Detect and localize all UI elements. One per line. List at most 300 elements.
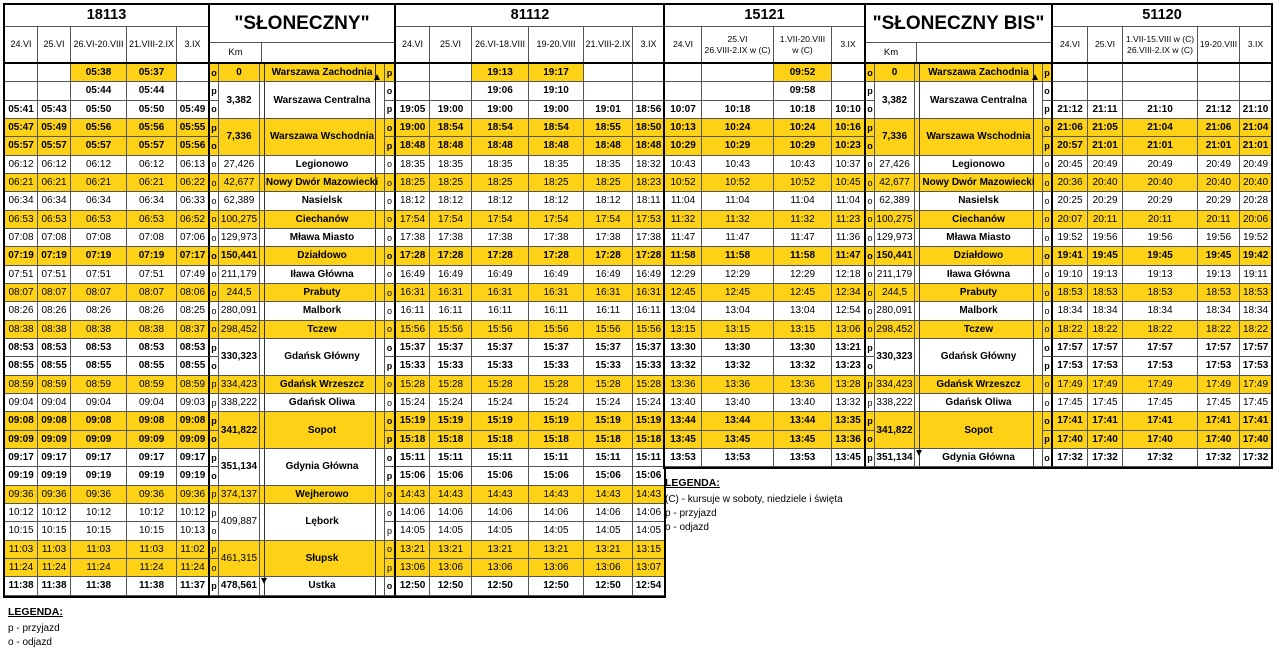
time-cell: 08:55 (5, 357, 38, 375)
station-cell: Prabuty (260, 284, 385, 302)
time-cell: 09:03 (177, 394, 208, 412)
time-cell: 14:43 (430, 486, 472, 504)
station-cell: Gdańsk Oliwa (260, 394, 385, 412)
time-cell: 17:28 (633, 247, 664, 265)
arrival-departure-marker: p (385, 137, 396, 155)
time-cell: 17:41 (1088, 412, 1123, 430)
time-cell: 18:11 (633, 192, 664, 210)
time-cell: 16:31 (633, 284, 664, 302)
arrival-departure-marker: p (208, 504, 219, 522)
time-cell (584, 82, 633, 100)
date-column-line: 21.VIII-2.IX (585, 39, 631, 49)
outbound-times (5, 284, 219, 302)
time-cell: 15:24 (633, 394, 664, 412)
time-cell: 06:34 (5, 192, 38, 210)
return-times (1043, 412, 1271, 449)
time-cell: 05:43 (38, 101, 71, 119)
time-cell: 05:44 (127, 82, 177, 100)
time-cell: 15:28 (430, 376, 472, 394)
time-cell (1198, 82, 1240, 100)
time-line (665, 137, 875, 155)
time-cell: 15:24 (584, 394, 633, 412)
time-cell: 19:45 (1198, 247, 1240, 265)
arrival-departure-marker: p (1043, 431, 1053, 449)
time-cell: 15:33 (472, 357, 529, 375)
time-cell (430, 82, 472, 100)
time-cell: 07:19 (71, 247, 127, 265)
outbound-times (665, 229, 875, 247)
date-column-line: 25.VI (1094, 39, 1116, 49)
time-cell: 18:50 (633, 119, 664, 137)
station-cell: Lębork (260, 504, 385, 541)
time-cell: 19:00 (529, 101, 584, 119)
time-cell: 12:50 (396, 577, 430, 595)
time-cell: 15:37 (584, 339, 633, 357)
arrival-departure-marker: o (1043, 412, 1053, 430)
station-cell: Warszawa Zachodnia (915, 64, 1043, 82)
time-cell (1088, 64, 1123, 82)
station-cell: Sopot (260, 412, 385, 449)
outbound-times (5, 321, 219, 339)
time-cell: 11:04 (832, 192, 864, 210)
date-column-header (472, 27, 529, 62)
time-cell (1198, 64, 1240, 82)
arrival-departure-marker: o (208, 211, 219, 229)
time-cell: 08:55 (71, 357, 127, 375)
time-cell: 14:43 (584, 486, 633, 504)
time-cell: 13:21 (430, 541, 472, 559)
time-cell: 13:04 (702, 302, 774, 320)
time-cell: 18:53 (1198, 284, 1240, 302)
arrival-departure-marker: p (1043, 357, 1053, 375)
time-line (665, 119, 875, 137)
km-cell: 338,222 (875, 394, 915, 412)
outbound-times (5, 82, 219, 119)
km-cell: 244,5 (875, 284, 915, 302)
time-line (5, 229, 219, 247)
time-cell: 17:28 (529, 247, 584, 265)
time-cell: 18:48 (430, 137, 472, 155)
time-cell: 13:36 (832, 431, 864, 449)
time-cell: 15:24 (529, 394, 584, 412)
time-cell: 11:32 (665, 211, 702, 229)
return-times (1043, 321, 1271, 339)
time-cell: 16:49 (633, 266, 664, 284)
time-cell: 14:43 (633, 486, 664, 504)
time-cell (177, 82, 208, 100)
time-cell: 19:42 (1240, 247, 1271, 265)
time-cell: 18:12 (396, 192, 430, 210)
time-line (1043, 431, 1271, 449)
km-cell: 100,275 (219, 211, 260, 229)
time-cell: 12:50 (430, 577, 472, 595)
time-cell: 14:05 (472, 522, 529, 540)
time-line (385, 449, 664, 467)
time-cell: 07:08 (127, 229, 177, 247)
station-cell: Gdańsk Oliwa (915, 394, 1043, 412)
direction-down-arrow (261, 578, 267, 584)
time-cell (1123, 82, 1198, 100)
time-cell: 18:12 (430, 192, 472, 210)
time-cell: 10:52 (665, 174, 702, 192)
arrival-departure-marker: o (385, 82, 396, 100)
station-cell: Mława Miasto (260, 229, 385, 247)
time-line (665, 174, 875, 192)
arrival-departure-marker: o (208, 302, 219, 320)
arrival-departure-marker: o (385, 339, 396, 357)
date-column-line: 24.VI (672, 39, 694, 49)
arrival-departure-marker: p (208, 394, 219, 412)
outbound-times (5, 64, 219, 82)
outbound-times (665, 302, 875, 320)
time-line (5, 174, 219, 192)
train-number: 15121 (665, 5, 864, 27)
return-times (385, 504, 664, 541)
time-cell: 06:13 (177, 156, 208, 174)
time-line (1043, 247, 1271, 265)
arrival-departure-marker: o (864, 321, 875, 339)
time-cell: 11:32 (774, 211, 832, 229)
time-cell: 18:54 (529, 119, 584, 137)
time-cell: 17:49 (1198, 376, 1240, 394)
time-line (385, 577, 664, 595)
time-cell: 16:31 (472, 284, 529, 302)
time-cell: 17:49 (1053, 376, 1088, 394)
arrival-departure-marker: o (1043, 174, 1053, 192)
time-cell: 20:45 (1053, 156, 1088, 174)
arrival-departure-marker: p (208, 541, 219, 559)
time-cell: 13:07 (633, 559, 664, 577)
time-cell: 17:32 (1088, 449, 1123, 467)
outbound-times (5, 339, 219, 376)
time-cell: 12:29 (774, 266, 832, 284)
time-cell: 10:24 (774, 119, 832, 137)
outbound-times (5, 394, 219, 412)
arrival-departure-marker: p (864, 82, 875, 100)
station-row (5, 174, 664, 192)
time-cell: 05:50 (71, 101, 127, 119)
time-cell: 21:12 (1198, 101, 1240, 119)
time-cell: 13:45 (665, 431, 702, 449)
time-cell: 18:23 (633, 174, 664, 192)
time-cell: 09:19 (127, 467, 177, 485)
time-cell: 10:24 (702, 119, 774, 137)
time-cell: 16:49 (529, 266, 584, 284)
train-section-header (665, 5, 864, 62)
km-header-row (210, 42, 394, 62)
time-cell: 17:28 (472, 247, 529, 265)
date-column-line: w (C) (792, 44, 813, 55)
time-cell: 21:06 (1198, 119, 1240, 137)
station-row (665, 64, 1271, 82)
station-cell: Iława Główna (260, 266, 385, 284)
time-cell: 16:49 (396, 266, 430, 284)
time-line (5, 101, 219, 119)
time-cell: 09:17 (71, 449, 127, 467)
time-cell: 17:40 (1123, 431, 1198, 449)
time-line (665, 357, 875, 375)
arrival-departure-marker: o (385, 577, 396, 595)
time-cell: 06:33 (177, 192, 208, 210)
time-line (385, 541, 664, 559)
return-times (385, 302, 664, 320)
time-line (385, 302, 664, 320)
time-cell: 21:06 (1053, 119, 1088, 137)
km-cell: 244,5 (219, 284, 260, 302)
time-cell: 18:25 (472, 174, 529, 192)
date-column-line: 1.VII-20.VIII (779, 33, 826, 44)
time-cell: 13:06 (472, 559, 529, 577)
time-cell: 09:04 (5, 394, 38, 412)
station-row (665, 211, 1271, 229)
time-cell: 06:12 (5, 156, 38, 174)
time-cell: 06:21 (127, 174, 177, 192)
time-cell: 10:29 (702, 137, 774, 155)
time-cell: 14:43 (472, 486, 529, 504)
time-cell: 17:41 (1053, 412, 1088, 430)
legend-title: LEGENDA: (665, 477, 720, 489)
time-cell: 11:38 (5, 577, 38, 595)
arrival-departure-marker: o (864, 284, 875, 302)
time-cell: 11:03 (71, 541, 127, 559)
arrival-departure-marker: o (385, 229, 396, 247)
time-cell (1123, 64, 1198, 82)
time-cell: 06:34 (71, 192, 127, 210)
time-line (665, 82, 875, 100)
time-cell: 17:57 (1053, 339, 1088, 357)
return-times (385, 119, 664, 156)
time-line (385, 431, 664, 449)
outbound-times (665, 339, 875, 376)
time-line (665, 321, 875, 339)
time-cell: 10:52 (702, 174, 774, 192)
time-cell: 21:05 (1088, 119, 1123, 137)
station-row (5, 376, 664, 394)
time-line (1043, 321, 1271, 339)
km-cell: 3,382 (875, 82, 915, 119)
arrival-departure-marker: p (208, 486, 219, 504)
km-cell: 0 (219, 64, 260, 82)
time-cell: 15:06 (584, 467, 633, 485)
time-line (665, 101, 875, 119)
arrival-departure-marker: p (208, 577, 219, 595)
time-cell (1240, 64, 1271, 82)
time-cell: 11:03 (5, 541, 38, 559)
time-cell: 06:21 (71, 174, 127, 192)
station-row (5, 156, 664, 174)
arrival-departure-marker: o (1043, 302, 1053, 320)
table-header (665, 5, 1271, 64)
return-times (385, 247, 664, 265)
time-cell: 11:24 (5, 559, 38, 577)
time-cell: 13:44 (665, 412, 702, 430)
station-cell: Ciechanów (260, 211, 385, 229)
time-line (385, 559, 664, 577)
arrival-departure-marker: o (208, 522, 219, 540)
time-cell: 11:04 (774, 192, 832, 210)
time-cell: 13:30 (702, 339, 774, 357)
outbound-times (665, 174, 875, 192)
km-cell: 27,426 (219, 156, 260, 174)
time-cell: 05:57 (71, 137, 127, 155)
time-cell: 10:15 (38, 522, 71, 540)
time-cell: 10:45 (832, 174, 864, 192)
return-times (385, 284, 664, 302)
legend-right (665, 477, 843, 535)
time-cell: 13:21 (584, 541, 633, 559)
time-line (385, 357, 664, 375)
time-cell: 16:49 (430, 266, 472, 284)
arrival-departure-marker: o (1043, 339, 1053, 357)
time-cell: 05:56 (177, 137, 208, 155)
time-cell (38, 64, 71, 82)
station-row (665, 394, 1271, 412)
station-cell: Malbork (915, 302, 1043, 320)
time-line (1043, 119, 1271, 137)
date-column-line: 25.VI (43, 39, 65, 49)
outbound-times (665, 412, 875, 449)
time-cell: 13:40 (774, 394, 832, 412)
time-cell: 09:08 (5, 412, 38, 430)
station-row (5, 284, 664, 302)
time-cell: 08:38 (127, 321, 177, 339)
arrival-departure-marker: o (864, 64, 875, 82)
time-cell: 10:15 (71, 522, 127, 540)
time-cell: 16:11 (633, 302, 664, 320)
arrival-departure-marker: o (208, 357, 219, 375)
time-cell: 18:53 (1088, 284, 1123, 302)
km-cell: 129,973 (875, 229, 915, 247)
return-times (1043, 449, 1271, 467)
date-header-row (5, 27, 208, 62)
time-cell: 09:08 (127, 412, 177, 430)
return-times (385, 174, 664, 192)
arrival-departure-marker: o (385, 394, 396, 412)
time-cell: 15:19 (633, 412, 664, 430)
time-cell: 12:54 (832, 302, 864, 320)
km-cell: 100,275 (875, 211, 915, 229)
time-cell: 17:32 (1123, 449, 1198, 467)
time-cell: 13:53 (774, 449, 832, 467)
km-cell: 42,677 (875, 174, 915, 192)
station-row (665, 174, 1271, 192)
return-times (385, 449, 664, 486)
time-cell: 14:43 (529, 486, 584, 504)
time-cell: 13:21 (832, 339, 864, 357)
station-cell: Gdańsk Wrzeszcz (260, 376, 385, 394)
arrival-departure-marker: o (1043, 266, 1053, 284)
station-cell: Warszawa Wschodnia (260, 119, 385, 156)
return-times (385, 321, 664, 339)
arrival-departure-marker: o (385, 156, 396, 174)
time-cell: 18:35 (430, 156, 472, 174)
date-column-header (774, 27, 832, 62)
time-cell: 13:04 (665, 302, 702, 320)
time-cell: 08:53 (127, 339, 177, 357)
time-cell: 18:22 (1240, 321, 1271, 339)
arrival-departure-marker: o (385, 302, 396, 320)
time-cell: 16:11 (584, 302, 633, 320)
arrival-departure-marker: o (385, 192, 396, 210)
time-cell (5, 82, 38, 100)
arrival-departure-marker: o (208, 431, 219, 449)
time-cell: 06:12 (38, 156, 71, 174)
time-line (385, 321, 664, 339)
time-cell (1088, 82, 1123, 100)
time-cell: 17:53 (1123, 357, 1198, 375)
station-cell: Nowy Dwór Mazowiecki (260, 174, 385, 192)
time-cell: 15:19 (396, 412, 430, 430)
arrival-departure-marker: p (864, 119, 875, 137)
time-line (665, 192, 875, 210)
time-cell: 19:13 (1088, 266, 1123, 284)
time-cell: 09:19 (177, 467, 208, 485)
date-column-header (584, 27, 633, 62)
time-cell: 11:37 (177, 577, 208, 595)
time-cell: 12:50 (529, 577, 584, 595)
return-times (1043, 376, 1271, 394)
time-cell: 15:11 (396, 449, 430, 467)
arrival-departure-marker: o (385, 211, 396, 229)
km-cell: 3,382 (219, 82, 260, 119)
time-cell: 12:50 (584, 577, 633, 595)
time-cell: 07:51 (5, 266, 38, 284)
time-cell: 20:40 (1123, 174, 1198, 192)
time-cell: 14:06 (633, 504, 664, 522)
time-cell: 20:25 (1053, 192, 1088, 210)
time-cell: 08:55 (38, 357, 71, 375)
time-cell: 15:33 (584, 357, 633, 375)
time-cell: 15:11 (529, 449, 584, 467)
time-cell: 08:07 (38, 284, 71, 302)
time-line (385, 284, 664, 302)
time-cell: 15:18 (396, 431, 430, 449)
time-cell: 15:06 (529, 467, 584, 485)
train-number: 81112 (396, 5, 664, 27)
outbound-times (5, 577, 219, 595)
time-cell: 09:17 (38, 449, 71, 467)
time-line (1043, 211, 1271, 229)
time-cell: 20:29 (1198, 192, 1240, 210)
station-cell: Nowy Dwór Mazowiecki (915, 174, 1043, 192)
time-cell: 14:05 (396, 522, 430, 540)
time-cell: 17:57 (1123, 339, 1198, 357)
return-times (385, 577, 664, 595)
arrival-departure-marker: o (1043, 321, 1053, 339)
time-cell: 17:53 (633, 211, 664, 229)
train-section-header (396, 5, 664, 62)
return-times (1043, 156, 1271, 174)
time-cell: 10:16 (832, 119, 864, 137)
date-column-line: 26.VIII-2.IX w (C) (704, 44, 771, 55)
arrival-departure-marker: o (1043, 376, 1053, 394)
return-times (1043, 339, 1271, 376)
time-cell: 19:00 (430, 101, 472, 119)
date-column-header (1123, 27, 1198, 62)
direction-up-arrow (1032, 74, 1038, 80)
time-cell: 17:53 (1053, 357, 1088, 375)
time-cell: 11:47 (665, 229, 702, 247)
time-cell: 09:17 (177, 449, 208, 467)
time-cell: 13:32 (665, 357, 702, 375)
time-cell: 10:23 (832, 137, 864, 155)
time-cell: 16:11 (430, 302, 472, 320)
time-cell: 13:45 (832, 449, 864, 467)
station-row (665, 266, 1271, 284)
station-row (5, 577, 664, 595)
time-cell: 18:22 (1123, 321, 1198, 339)
time-cell: 10:37 (832, 156, 864, 174)
